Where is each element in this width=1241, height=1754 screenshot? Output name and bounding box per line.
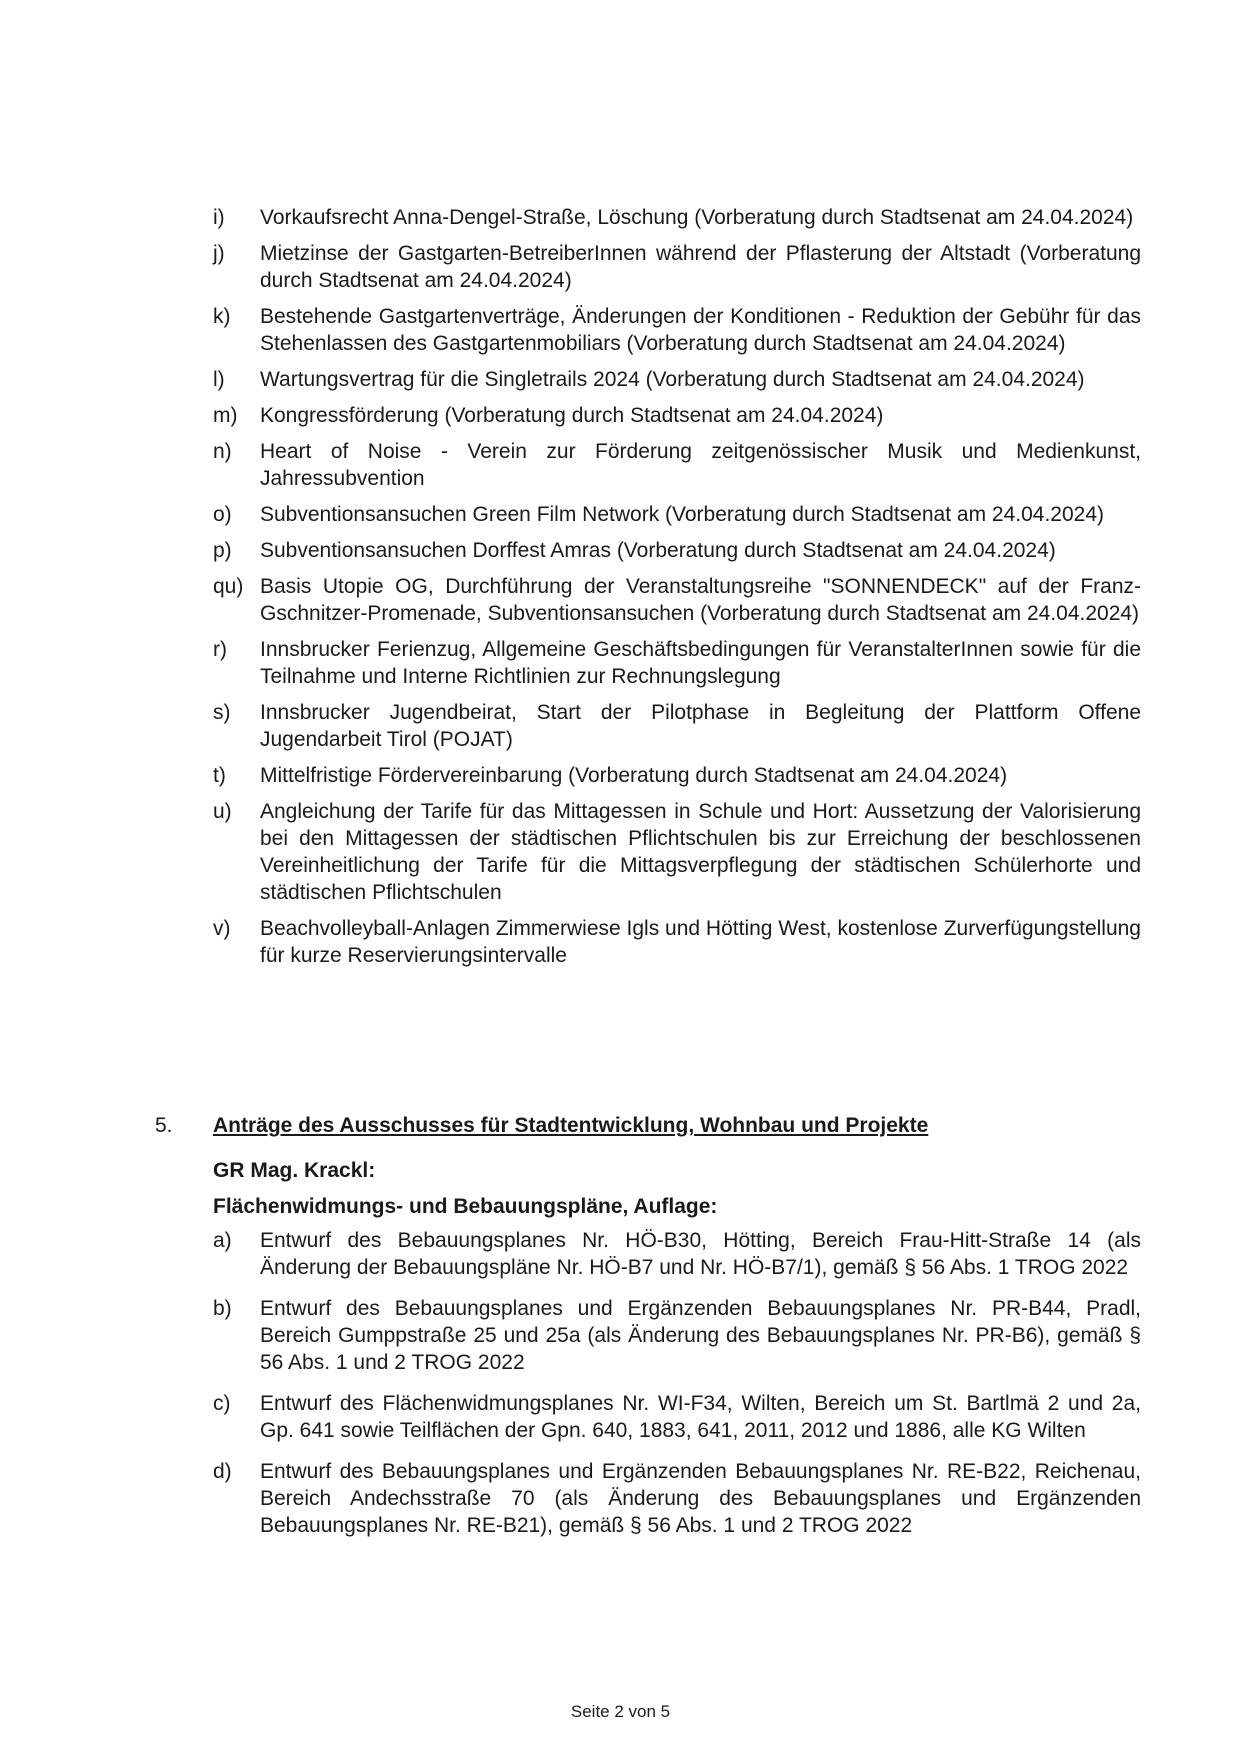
item-text: Heart of Noise - Verein zur Förderung zeitgenössischer Musik und Medienkunst, Jahressubvention bbox=[260, 440, 1141, 490]
list-item bbox=[213, 303, 1141, 357]
item-text: Entwurf des Bebauungsplanes und Ergänzenden Bebauungsplanes Nr. RE-B22, Reichenau, Bereich Andechsstraße 70 (als Änderung des Bebauungsplanes und Ergänzenden Bebauungsplanes Nr. RE-B21), gemäß § 56 Abs. 1 und 2 TROG 2022 bbox=[260, 1460, 1141, 1537]
item-text: Innsbrucker Jugendbeirat, Start der Pilotphase in Begleitung der Plattform Offene Jugendarbeit Tirol (POJAT) bbox=[260, 701, 1141, 751]
subheading: Flächenwidmungs- und Bebauungspläne, Auflage: bbox=[213, 1195, 718, 1218]
agenda-list-continued bbox=[213, 204, 1141, 978]
item-letter: r) bbox=[213, 638, 227, 661]
item-text: Kongressförderung (Vorberatung durch Stadtsenat am 24.04.2024) bbox=[260, 404, 884, 427]
list-item bbox=[213, 1295, 1141, 1376]
list-item bbox=[213, 573, 1141, 627]
item-letter: i) bbox=[213, 206, 225, 229]
list-item bbox=[213, 240, 1141, 294]
item-letter: l) bbox=[213, 368, 225, 391]
item-letter: b) bbox=[213, 1297, 232, 1320]
item-text: Mietzinse der Gastgarten-BetreiberInnen während der Pflasterung der Altstadt (Vorberatung durch Stadtsenat am 24.04.2024) bbox=[260, 242, 1141, 292]
section-number: 5. bbox=[155, 1114, 173, 1137]
page-footer: Seite 2 von 5 bbox=[570, 1702, 671, 1721]
item-text: Entwurf des Bebauungsplanes Nr. HÖ-B30, Hötting, Bereich Frau-Hitt-Straße 14 (als Änderung der Bebauungspläne Nr. HÖ-B7 und Nr. HÖ-B7/1), gemäß § 56 Abs. 1 TROG 2022 bbox=[260, 1229, 1141, 1279]
item-letter: m) bbox=[213, 404, 238, 427]
item-letter: qu) bbox=[213, 575, 244, 598]
item-letter: k) bbox=[213, 305, 231, 328]
list-item bbox=[213, 1227, 1141, 1281]
item-letter: a) bbox=[213, 1229, 232, 1252]
item-text: Entwurf des Flächenwidmungsplanes Nr. WI-F34, Wilten, Bereich um St. Bartlmä 2 und 2a, Gp. 641 sowie Teilflächen der Gpn. 640, 1883, 641, 2011, 2012 und 1886, alle KG Wilten bbox=[260, 1392, 1141, 1442]
list-item bbox=[213, 366, 1141, 393]
list-item bbox=[213, 1390, 1141, 1444]
list-item bbox=[213, 699, 1141, 753]
item-text: Angleichung der Tarife für das Mittagessen in Schule und Hort: Aussetzung der Valorisierung bei den Mittagessen der städtischen Pflichtschulen bis zur Erreichung der beschlossenen Vereinheitlichung der Tarife für die Mittagsverpflegung der städtischen Schülerhorte und städtischen Pflichtschulen bbox=[260, 800, 1141, 904]
item-letter: v) bbox=[213, 917, 231, 940]
item-text: Entwurf des Bebauungsplanes und Ergänzenden Bebauungsplanes Nr. PR-B44, Pradl, Bereich Gumppstraße 25 und 25a (als Änderung des Bebauungsplanes Nr. PR-B6), gemäß § 56 Abs. 1 und 2 TROG 2022 bbox=[260, 1297, 1141, 1374]
speaker-line: GR Mag. Krackl: bbox=[213, 1159, 376, 1182]
item-text: Innsbrucker Ferienzug, Allgemeine Geschäftsbedingungen für VeranstalterInnen sowie für die Teilnahme und Interne Richtlinien zur Rechnungslegung bbox=[260, 638, 1141, 688]
item-letter: p) bbox=[213, 539, 232, 562]
item-text: Basis Utopie OG, Durchführung der Veranstaltungsreihe "SONNENDECK" auf der Franz-Gschnitzer-Promenade, Subventionsansuchen (Vorberatung durch Stadtsenat am 24.04.2024) bbox=[260, 575, 1141, 625]
list-item bbox=[213, 402, 1141, 429]
list-item bbox=[213, 762, 1141, 789]
item-text: Subventionsansuchen Green Film Network (Vorberatung durch Stadtsenat am 24.04.2024) bbox=[260, 503, 1104, 526]
list-item bbox=[213, 798, 1141, 906]
item-text: Wartungsvertrag für die Singletrails 2024 (Vorberatung durch Stadtsenat am 24.04.2024) bbox=[260, 368, 1085, 391]
list-item bbox=[213, 1458, 1141, 1539]
item-text: Vorkaufsrecht Anna-Dengel-Straße, Löschung (Vorberatung durch Stadtsenat am 24.04.2024) bbox=[260, 206, 1134, 229]
list-item bbox=[213, 537, 1141, 564]
item-letter: s) bbox=[213, 701, 231, 724]
plans-list bbox=[213, 1227, 1141, 1553]
item-letter: n) bbox=[213, 440, 232, 463]
list-item bbox=[213, 501, 1141, 528]
item-letter: u) bbox=[213, 800, 232, 823]
item-text: Bestehende Gastgartenverträge, Änderungen der Konditionen - Reduktion der Gebühr für das Stehenlassen des Gastgartenmobiliars (Vorberatung durch Stadtsenat am 24.04.2024) bbox=[260, 305, 1141, 355]
list-item bbox=[213, 636, 1141, 690]
item-text: Subventionsansuchen Dorffest Amras (Vorberatung durch Stadtsenat am 24.04.2024) bbox=[260, 539, 1056, 562]
item-letter: o) bbox=[213, 503, 232, 526]
item-letter: j) bbox=[213, 242, 225, 265]
list-item bbox=[213, 438, 1141, 492]
item-text: Mittelfristige Fördervereinbarung (Vorberatung durch Stadtsenat am 24.04.2024) bbox=[260, 764, 1008, 787]
item-letter: d) bbox=[213, 1460, 232, 1483]
list-item bbox=[213, 915, 1141, 969]
item-text: Beachvolleyball-Anlagen Zimmerwiese Igls und Hötting West, kostenlose Zurverfügungstellung für kurze Reservierungsintervalle bbox=[260, 917, 1141, 967]
section-title: Anträge des Ausschusses für Stadtentwicklung, Wohnbau und Projekte bbox=[213, 1114, 929, 1137]
list-item bbox=[213, 204, 1141, 231]
item-letter: c) bbox=[213, 1392, 231, 1415]
item-letter: t) bbox=[213, 764, 226, 787]
